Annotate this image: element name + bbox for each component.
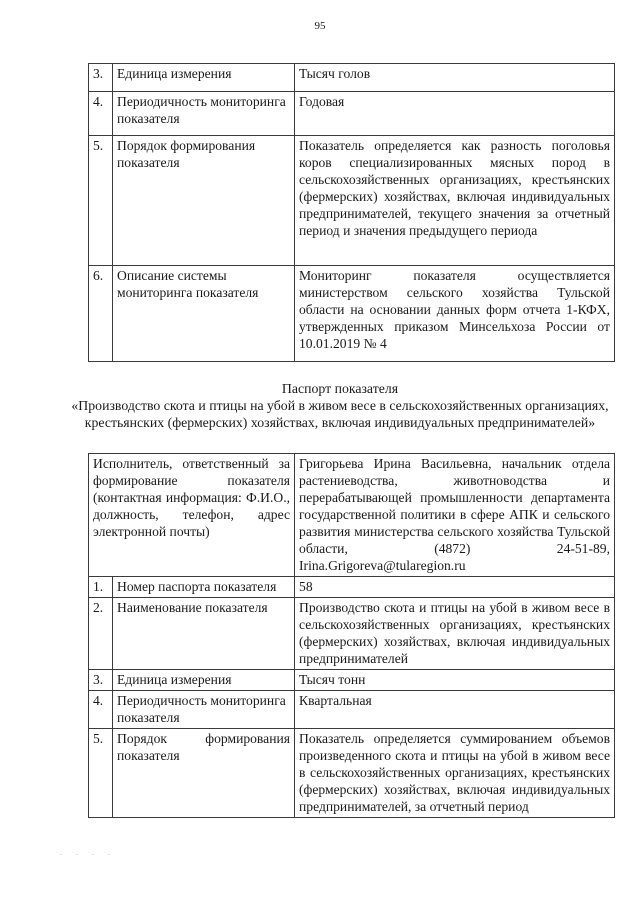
scan-noise: . . . . bbox=[60, 848, 116, 857]
row-number: 6. bbox=[89, 266, 113, 362]
executor-row bbox=[89, 454, 615, 577]
indicator-table-continued bbox=[88, 63, 615, 362]
row-value: Годовая bbox=[295, 92, 615, 136]
row-number: 4. bbox=[89, 691, 113, 729]
row-label: Периодичность мониторинга показателя bbox=[113, 691, 295, 729]
row-value: Тысяч тонн bbox=[295, 670, 615, 691]
table-row bbox=[89, 670, 615, 691]
row-label: Периодичность мониторинга показателя bbox=[113, 92, 295, 136]
executor-value: Григорьева Ирина Васильевна, начальник отдела растениеводства, животноводства и перерабатывающей промышленности департамента государственной политики в сфере АПК и сельского развития министерства сельского хозяйства Тульской области, (4872) 24-51-89, Irina.Grigoreva@tularegion.ru bbox=[295, 454, 615, 577]
row-number: 1. bbox=[89, 577, 113, 598]
row-number: 5. bbox=[89, 729, 113, 818]
executor-label: Исполнитель, ответственный за формирование показателя (контактная информация: Ф.И.О., должность, телефон, адрес электронной почты) bbox=[89, 454, 295, 577]
row-label: Единица измерения bbox=[113, 64, 295, 92]
passport-heading bbox=[60, 380, 620, 431]
row-value: 58 bbox=[295, 577, 615, 598]
row-number: 4. bbox=[89, 92, 113, 136]
page-number: 95 bbox=[314, 20, 326, 32]
row-label: Номер паспорта показателя bbox=[113, 577, 295, 598]
table-row bbox=[89, 266, 615, 362]
table-row bbox=[89, 136, 615, 266]
table-row bbox=[89, 92, 615, 136]
row-number: 3. bbox=[89, 670, 113, 691]
passport-table bbox=[88, 453, 615, 818]
row-label: Порядок формирования показателя bbox=[113, 136, 295, 266]
row-number: 3. bbox=[89, 64, 113, 92]
row-value: Тысяч голов bbox=[295, 64, 615, 92]
row-number: 5. bbox=[89, 136, 113, 266]
row-value: Производство скота и птицы на убой в живом весе в сельскохозяйственных организациях, крестьянских (фермерских) хозяйствах, включая индивидуальных предпринимателей bbox=[295, 598, 615, 670]
table-row bbox=[89, 729, 615, 818]
row-label: Единица измерения bbox=[113, 670, 295, 691]
table-row bbox=[89, 691, 615, 729]
row-value: Мониторинг показателя осуществляется министерством сельского хозяйства Тульской области на основании данных форм отчета 1-КФХ, утвержденных приказом Минсельхоза России от 10.01.2019 № 4 bbox=[295, 266, 615, 362]
row-value: Показатель определяется суммированием объемов произведенного скота и птицы на убой в живом весе в сельскохозяйственных организациях, крестьянских (фермерских) хозяйствах, включая индивидуальных предпринимателей, за отчетный период bbox=[295, 729, 615, 818]
row-number: 2. bbox=[89, 598, 113, 670]
passport-subtitle: «Производство скота и птицы на убой в живом весе в сельскохозяйственных организациях, крестьянских (фермерских) хозяйствах, включая индивидуальных предпринимателей» bbox=[71, 398, 609, 430]
row-value: Квартальная bbox=[295, 691, 615, 729]
table-row bbox=[89, 577, 615, 598]
row-value: Показатель определяется как разность поголовья коров специализированных мясных пород в сельскохозяйственных организациях, крестьянских (фермерских) хозяйствах, включая индивидуальных предпринимателей, текущего значения за отчетный период и значения предыдущего периода bbox=[295, 136, 615, 266]
table-row bbox=[89, 64, 615, 92]
row-label: Порядок формирования показателя bbox=[113, 729, 295, 818]
table-row bbox=[89, 598, 615, 670]
row-label: Наименование показателя bbox=[113, 598, 295, 670]
passport-title: Паспорт показателя bbox=[281, 381, 399, 396]
row-label: Описание системы мониторинга показателя bbox=[113, 266, 295, 362]
